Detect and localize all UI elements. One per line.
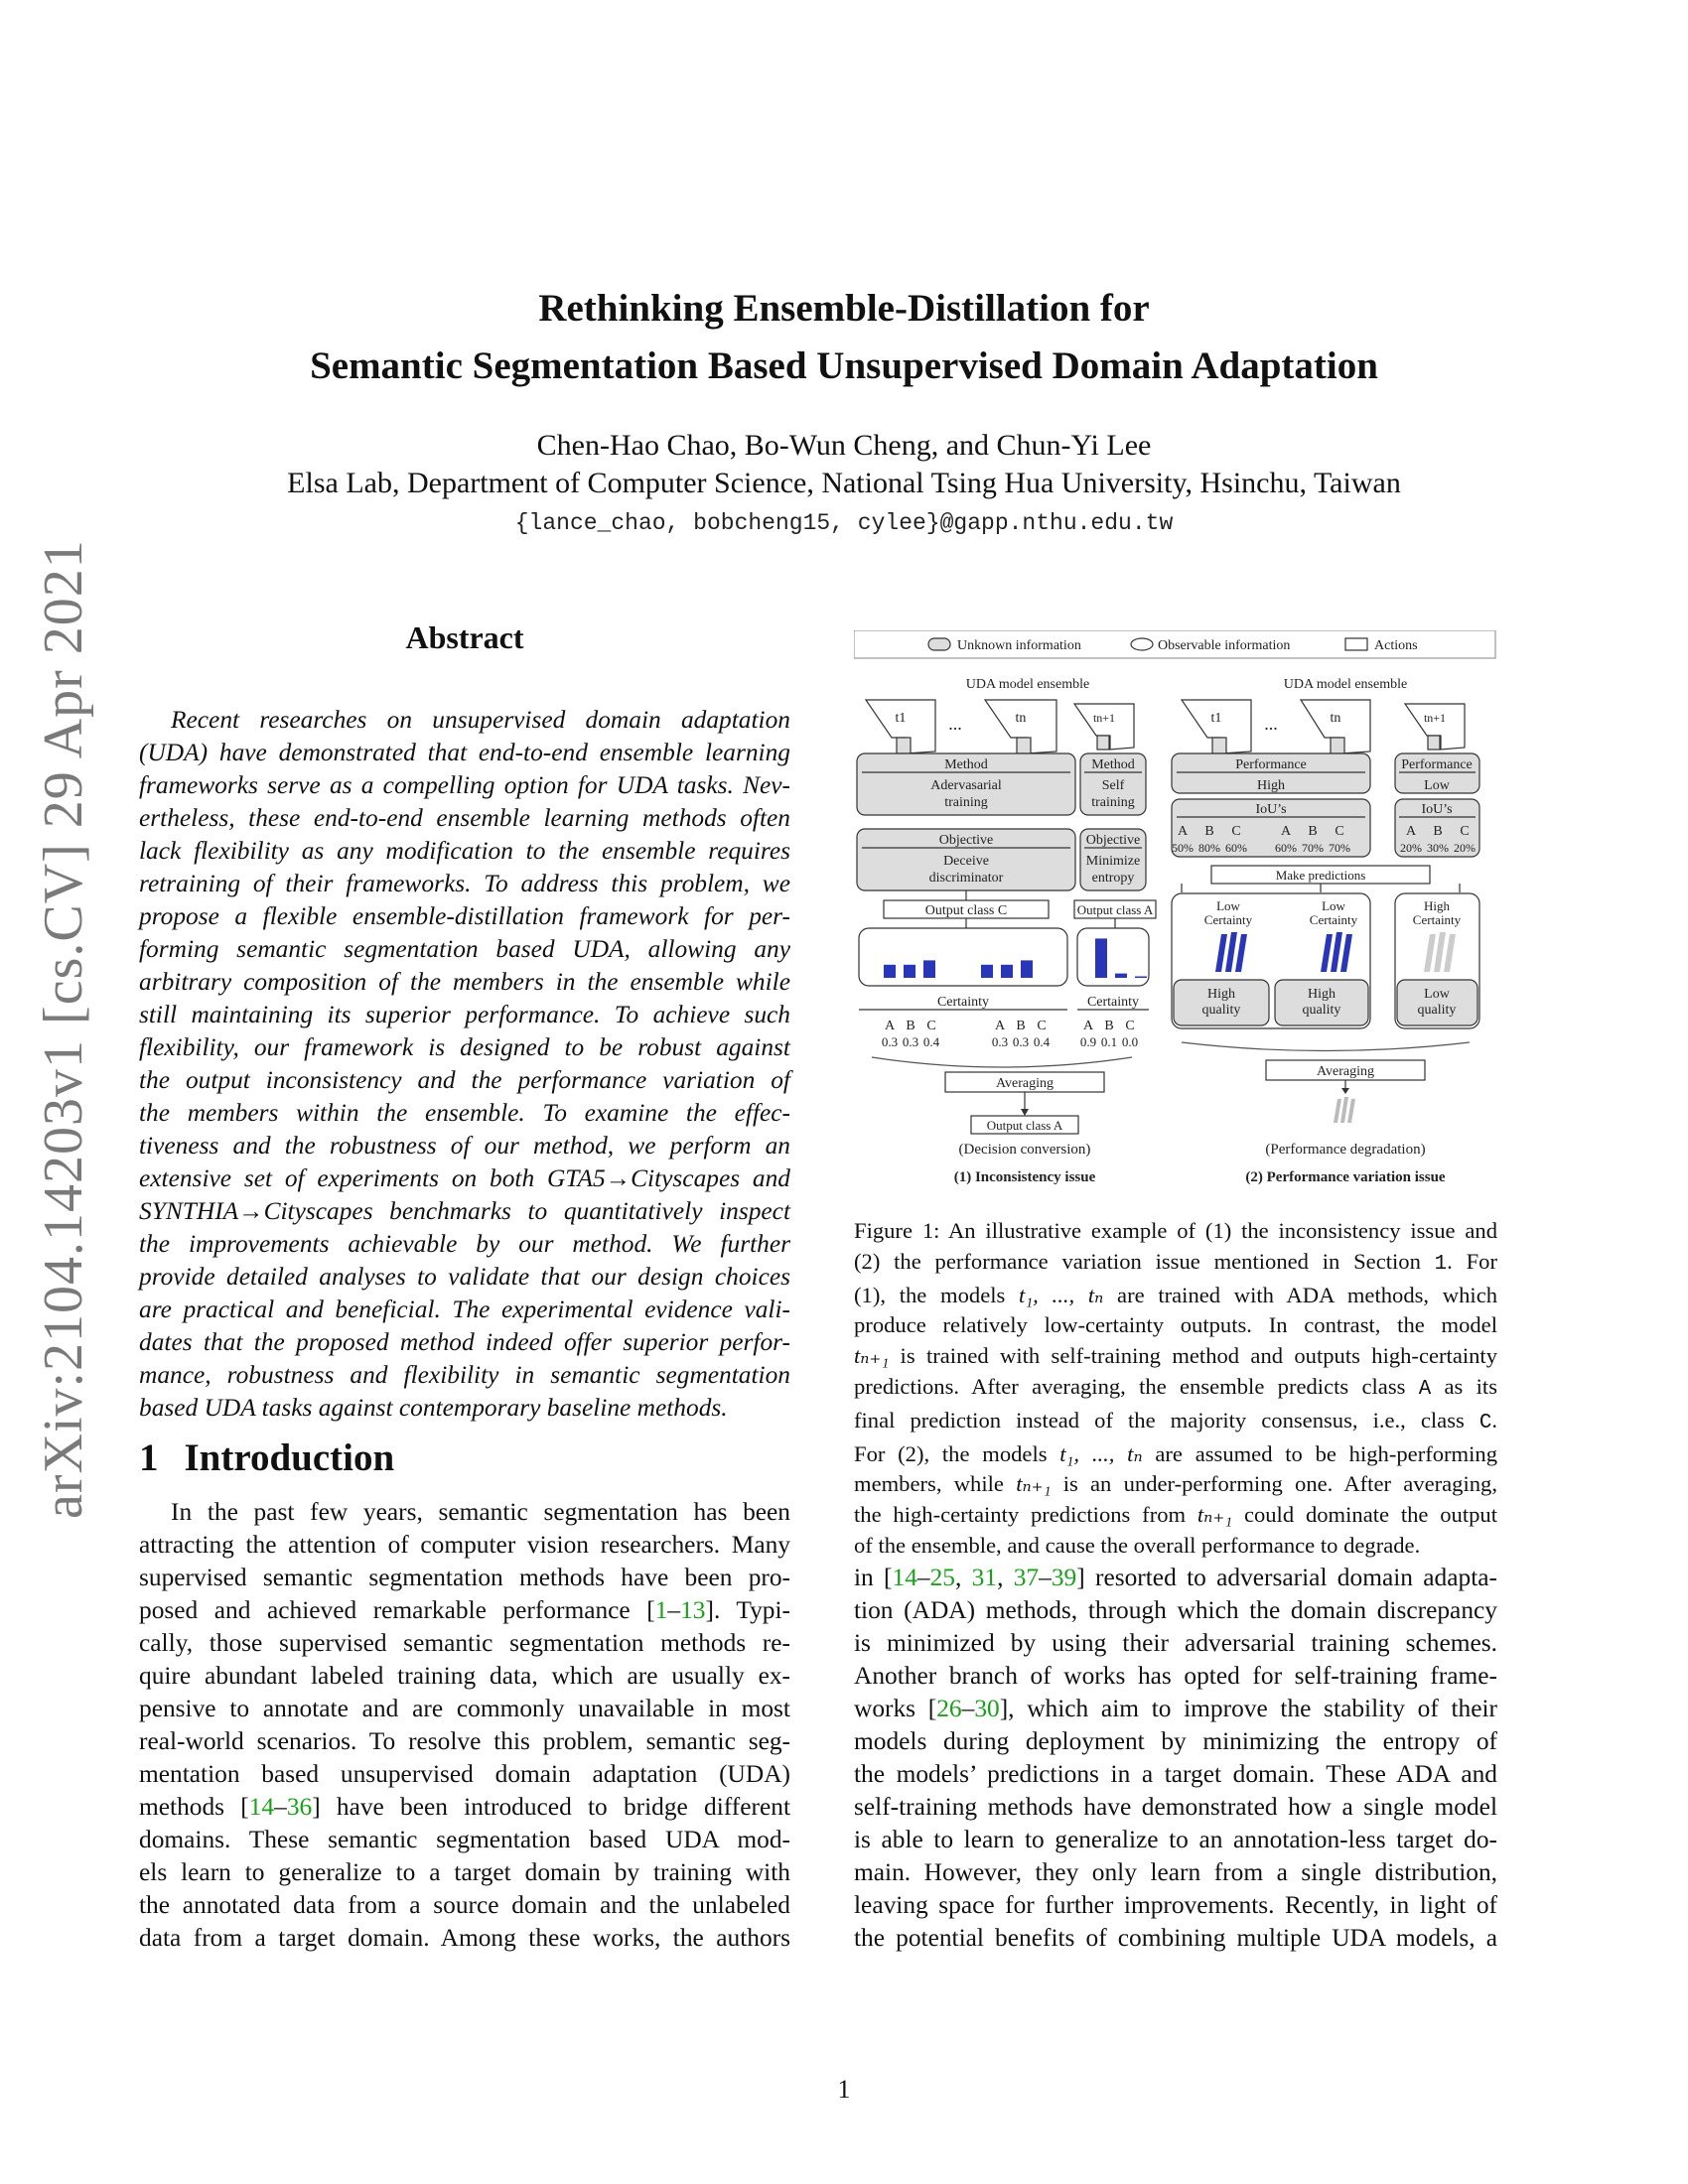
method-label: Method [1091,757,1135,772]
class-label: C [1460,824,1470,839]
abstract-line: the members within the ensemble. To examine the effec- [139,1099,790,1127]
certainty-value: 0.3 [1012,1034,1030,1049]
class-label: A [884,1019,896,1033]
class-label: A [1405,824,1417,839]
low-certainty-2: Certainty [1203,912,1253,927]
legend-observable: Observable information [1158,638,1291,653]
abstract-heading: Abstract [405,619,524,655]
high-quality-1: High [1308,987,1336,1002]
ious-label: IoU’s [1255,802,1287,817]
text-line: cally, those supervised semantic segmentation methods re- [139,1629,790,1657]
model-label: tn [1015,711,1027,726]
text-line: domains. These semantic segmentation based UDA mod- [139,1826,790,1853]
text-line: is minimized by using their adversarial training schemes. [854,1629,1497,1657]
text-line: main. However, they only learn from a single distribution, [854,1858,1497,1886]
caption-line: predictions. After averaging, the ensemble predicts class A as its [854,1373,1497,1401]
performance-low: Low [1424,778,1450,793]
certainty-value: 0.1 [1100,1034,1118,1049]
abstract-line: propose a flexible ensemble-distillation framework for per- [139,902,790,930]
abstract-line: Recent researches on unsupervised domain adaptation [171,706,790,734]
text-line: posed and achieved remarkable performance [1–13]. Typi- [139,1596,790,1624]
class-label: C [1335,824,1344,839]
output-c: Output class C [924,903,1008,918]
low-certainty-1: Low [1216,898,1240,913]
class-label: B [1016,1019,1026,1033]
citation-link[interactable]: 37 [1013,1564,1040,1591]
right-column-paragraph [854,1562,1497,1955]
text-line: models during deployment by minimizing the entropy of [854,1727,1497,1755]
abstract-line: extensive set of experiments on both GTA5→Cityscapes and [139,1164,790,1192]
abstract-line: the output inconsistency and the performance variation of [139,1066,790,1094]
degraded-prediction-marks [1334,1097,1355,1123]
ellipsis: ... [948,714,962,734]
text-line: In the past few years, semantic segmentation has been [171,1498,790,1526]
legend-observable-swatch [1131,638,1153,650]
model-label: tn [1330,711,1341,726]
abstract-line: tiveness and the robustness of our method, we perform an [139,1132,790,1160]
text-line: real-world scenarios. To resolve this problem, semantic seg- [139,1727,790,1755]
low-certainty-1: Low [1322,898,1345,913]
high-quality-2: quality [1201,1003,1241,1018]
section-title: Introduction [184,1436,395,1479]
certainty-value: 0.3 [991,1034,1009,1049]
paper-title [0,280,1688,395]
arxiv-stamp: arXiv:2104.14203v1 [cs.CV] 29 Apr 2021 [33,539,94,1519]
figure-caption [854,1216,1497,1562]
abstract-line: SYNTHIA→Cityscapes benchmarks to quantitatively inspect [139,1197,790,1225]
title-line-1: Rethinking Ensemble-Distillation for [538,287,1150,330]
certainty-label: Certainty [1086,995,1140,1010]
caption-line: the high-certainty predictions from tₙ₊₁ could dominate the output [854,1502,1497,1528]
class-label: B [1204,824,1214,839]
caption-line: Figure 1: An illustrative example of (1) the inconsistency issue and [854,1218,1497,1243]
citation-link[interactable]: 31 [971,1564,998,1591]
text-line: mentation based unsupervised domain adaptation (UDA) [139,1760,790,1788]
make-predictions: Make predictions [1275,868,1366,883]
text-line: els learn to generalize to a target domain by training with [139,1858,790,1886]
averaging-label: Averaging [1316,1064,1375,1079]
citation-link[interactable]: 13 [680,1596,706,1624]
low-certainty-2: Certainty [1309,912,1358,927]
citation-link[interactable]: 39 [1051,1564,1077,1591]
abstract-line: are practical and beneficial. The experimental evidence vali- [139,1296,790,1323]
objective-b-1: Minimize [1085,854,1141,869]
iou-value: 60% [1225,841,1247,855]
text-line: Another branch of works has opted for self-training frame- [854,1662,1497,1690]
citation-link[interactable]: 26 [936,1695,962,1722]
text-line: tion (ADA) methods, through which the domain discrepancy [854,1596,1497,1624]
iou-value: 50% [1172,841,1194,855]
citation-link[interactable]: 36 [286,1793,313,1821]
class-label: A [1082,1019,1094,1033]
certainty-value: 0.4 [922,1034,940,1049]
certainty-bar [1115,974,1127,978]
objective-label: Objective [1085,833,1141,848]
abstract-line: still maintaining its superior performance. To achieve such [139,1001,790,1028]
certainty-value: 0.0 [1121,1034,1139,1049]
citation-link[interactable]: 14 [892,1564,917,1591]
performance-high: High [1257,778,1285,793]
section-number: 1 [139,1436,159,1479]
caption-line: members, while tₙ₊₁ is an under-performing one. After averaging, [854,1471,1497,1497]
ellipsis: ... [1264,714,1278,734]
figure-1 [854,630,1497,1209]
iou-value: 60% [1275,841,1297,855]
method-b-1: Self [1101,778,1125,793]
abstract-body [139,704,790,1425]
performance-label: Performance [1401,757,1473,772]
low-quality-1: Low [1424,987,1450,1002]
section-link[interactable]: 1 [1434,1252,1448,1276]
certainty-value: 0.3 [902,1034,919,1049]
abstract-line: lack flexibility as any modification to the ensemble requires [139,837,790,865]
legend-unknown-swatch [928,638,950,650]
performance-label: Performance [1235,757,1307,772]
output-a: Output class A [1076,902,1154,917]
class-label: A [1280,824,1292,839]
class-label: B [1308,824,1318,839]
certainty-value: 0.3 [881,1034,899,1049]
abstract-line: frameworks serve as a compelling option for UDA tasks. Nev- [139,771,790,799]
final-output: Output class A [986,1118,1063,1133]
abstract-line: dates that the proposed method indeed offer superior perfor- [139,1328,790,1356]
averaging-label: Averaging [995,1076,1055,1091]
legend-unknown: Unknown information [957,638,1081,653]
objective-b-2: entropy [1091,871,1135,886]
high-certainty-1: High [1424,898,1450,913]
text-line: self-training methods have demonstrated how a single model [854,1793,1497,1821]
class-label: A [1177,824,1189,839]
certainty-bar [981,965,993,978]
author-block [0,427,1688,502]
caption-line: tₙ₊₁ is trained with self-training method and outputs high-certainty [854,1343,1497,1369]
affiliation: Elsa Lab, Department of Computer Science, National Tsing Hua University, Hsinchu, Taiwan [287,467,1401,499]
class-label: C [1125,1019,1135,1033]
certainty-label: Certainty [936,995,990,1010]
class-label: C [1231,824,1241,839]
text-line: works [26–30], which aim to improve the stability of their [854,1695,1497,1722]
certainty-value: 0.9 [1079,1034,1097,1049]
text-line: pensive to annotate and are commonly unavailable in most [139,1695,790,1722]
ious-label: IoU’s [1421,802,1453,817]
class-label: B [906,1019,915,1033]
citation-link[interactable]: 30 [974,1695,1000,1722]
abstract-line: provide detailed analyses to validate that our design choices [139,1263,790,1291]
abstract-line: arbitrary composition of the members in the ensemble while [139,968,790,996]
authors: Chen-Hao Chao, Bo-Wun Cheng, and Chun-Yi Lee [536,429,1152,462]
iou-value: 70% [1329,841,1350,855]
averaging-brace [872,1057,1132,1067]
high-quality-2: quality [1302,1003,1341,1018]
page-number: 1 [837,2075,851,2104]
iou-value: 20% [1454,841,1476,855]
certainty-bar [1021,960,1033,978]
panel1-caption: (1) Inconsistency issue [953,1169,1096,1185]
text-line: the potential benefits of combining multiple UDA models, a [854,1924,1497,1952]
abstract-line: retraining of their frameworks. To address this problem, we [139,870,790,897]
text-line: is able to learn to generalize to an annotation-less target do- [854,1826,1497,1853]
class-label: C [1037,1019,1047,1033]
panel2-note: (Performance degradation) [1265,1142,1426,1158]
objective-a-2: discriminator [928,871,1004,886]
caption-line: For (2), the models t₁, ..., tₙ are assumed to be high-performing [854,1440,1498,1466]
caption-line: (2) the performance variation issue mentioned in Section 1. For [854,1248,1497,1276]
intro-paragraph [139,1496,790,1955]
method-a-2: training [944,795,988,810]
iou-value: 30% [1427,841,1449,855]
caption-line: of the ensemble, and cause the overall performance to degrade. [854,1532,1421,1558]
section-heading [139,1435,394,1480]
abstract-line: the improvements achievable by our method. We further [139,1230,790,1258]
averaging-brace [1182,1042,1470,1051]
text-line: data from a target domain. Among these works, the authors [139,1924,790,1952]
certainty-bar [904,965,915,978]
model-label: tn+1 [1092,711,1116,725]
abstract-line: (UDA) have demonstrated that end-to-end ensemble learning [139,739,790,766]
text-line: supervised semantic segmentation methods have been pro- [139,1564,790,1591]
method-label: Method [944,757,988,772]
iou-value: 80% [1198,841,1220,855]
class-label: B [1433,824,1443,839]
certainty-value: 0.4 [1033,1034,1051,1049]
text-line: the models’ predictions in a target domain. These ADA and [854,1760,1497,1788]
text-line: attracting the attention of computer vision researchers. Many [139,1531,790,1559]
emails: {lance_chao, bobcheng15, cylee}@gapp.nthu.edu.tw [514,510,1174,536]
citation-link[interactable]: 14 [248,1793,275,1821]
panel2-caption: (2) Performance variation issue [1245,1169,1446,1185]
legend-actions-swatch [1345,638,1367,650]
text-line: the annotated data from a source domain and the unlabeled [139,1891,790,1919]
abstract-line: flexibility, our framework is designed to be robust against [139,1033,790,1061]
panel1-note: (Decision conversion) [958,1142,1091,1158]
legend-actions: Actions [1374,638,1418,653]
certainty-bar [1095,938,1107,978]
text-line: quire abundant labeled training data, which are usually ex- [139,1662,790,1690]
abstract-line: forming semantic segmentation based UDA, allowing any [139,935,790,963]
caption-line: produce relatively low-certainty outputs. In contrast, the model [854,1312,1497,1338]
certainty-bar [1135,977,1147,979]
text-line: in [14–25, 31, 37–39] resorted to adversarial domain adapta- [854,1564,1497,1591]
panel2-header: UDA model ensemble [1283,677,1408,692]
method-a-1: Adervasarial [930,778,1002,793]
caption-line: final prediction instead of the majority consensus, i.e., class C. [854,1407,1497,1434]
objective-a-1: Deceive [943,854,989,869]
model-label: t1 [895,711,907,726]
low-quality-2: quality [1417,1003,1457,1018]
high-quality-1: High [1207,987,1235,1002]
class-label: A [994,1019,1006,1033]
text-line: methods [14–36] have been introduced to bridge different [139,1793,790,1821]
panel1-header: UDA model ensemble [965,677,1090,692]
citation-link[interactable]: 25 [929,1564,955,1591]
certainty-bar [1001,965,1013,978]
class-label: B [1104,1019,1114,1033]
class-label: C [926,1019,936,1033]
certainty-bar [923,960,935,978]
abstract-line: mance, robustness and flexibility in semantic segmentation [139,1361,790,1389]
caption-line: (1), the models t₁, ..., tₙ are trained with ADA methods, which [854,1282,1498,1307]
model-label: tn+1 [1423,711,1447,725]
citation-link[interactable]: 1 [654,1596,668,1624]
model-label: t1 [1210,711,1222,726]
method-b-2: training [1091,795,1135,810]
certainty-bar [884,965,896,978]
iou-value: 20% [1400,841,1422,855]
iou-value: 70% [1302,841,1324,855]
abstract-line: ertheless, these end-to-end ensemble learning methods often [139,804,790,832]
text-line: leaving space for further improvements. Recently, in light of [854,1891,1497,1919]
abstract-line: based UDA tasks against contemporary baseline methods. [139,1394,728,1422]
objective-label: Objective [938,833,994,848]
high-certainty-2: Certainty [1412,912,1462,927]
title-line-2: Semantic Segmentation Based Unsupervised Domain Adaptation [310,344,1378,387]
